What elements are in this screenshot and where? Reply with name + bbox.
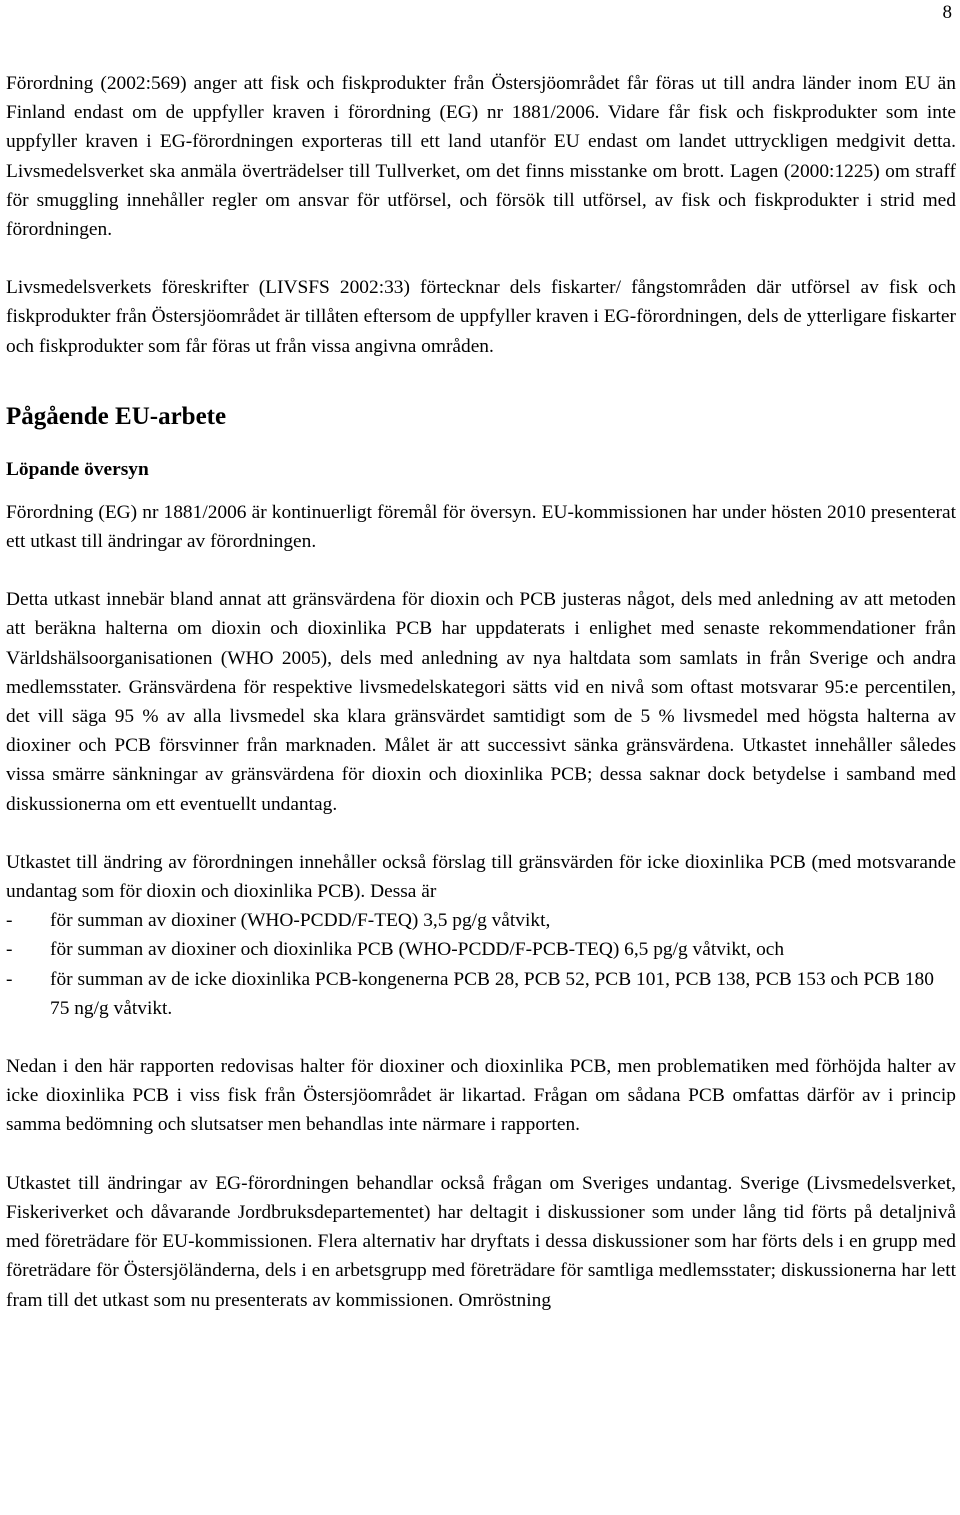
section-heading: Pågående EU-arbete	[6, 402, 227, 430]
document-body	[6, 69, 956, 1315]
list-item-text: för summan av dioxiner och dioxinlika PCB (WHO-PCDD/F-PCB-TEQ) 6,5 pg/g våtvikt, och	[50, 939, 785, 961]
paragraph-non-dioxinlike-pcb: Nedan i den här rapporten redovisas halter för dioxiner och dioxinlika PCB, men problematiken med förhöjda halter av icke dioxinlika PCB i viss fisk från Östersjöområdet är likartad. Frågan om sådana PCB omfattas därför av i princip samma bedömning och slutsatser men behandlas inte närmare i rapporten.	[6, 1056, 956, 1136]
paragraph-limit-proposal: Utkastet till ändring av förordningen innehåller också förslag till gränsvärden för icke dioxinlika PCB (med motsvarande undantag som för dioxin och dioxinlika PCB). Dessa är	[6, 851, 956, 903]
page-number: 8	[942, 2, 952, 23]
paragraph-review: Förordning (EG) nr 1881/2006 är kontinuerligt föremål för översyn. EU-kommissionen har under hösten 2010 presenterat ett utkast till ändringar av förordningen.	[6, 501, 956, 553]
list-item-text: för summan av dioxiner (WHO-PCDD/F-TEQ) 3,5 pg/g våtvikt,	[50, 910, 551, 932]
paragraph-swedish-exemption: Utkastet till ändringar av EG-förordningen behandlar också frågan om Sveriges undantag. Sverige (Livsmedelsverket, Fiskeriverket och dåvarande Jordbruksdepartementet) har deltagit i diskussioner som under lång tid förts på detaljnivå med företrädare för EU-kommissionen. Flera alternativ har dryftats i dessa diskussioner som har förts dels i en grupp med företrädare för Östersjöländerna, dels i en arbetsgrupp med företrädare för samtliga medlemsstater; diskussionerna har lett fram till det utkast som nu presenterats av kommissionen. Omröstning	[6, 1172, 956, 1311]
subsection-heading: Löpande översyn	[6, 458, 149, 480]
paragraph-livsfs: Livsmedelsverkets föreskrifter (LIVSFS 2002:33) förtecknar dels fiskarter/ fångstområden där utförsel av fisk och fiskprodukter från Östersjöområdet är tillåten eftersom de uppfyller kraven i EG-förordningen, dels de ytterligare fiskarter och fiskprodukter som får föras ut från vissa angivna områden.	[6, 277, 956, 357]
paragraph-export-rules: Förordning (2002:569) anger att fisk och fiskprodukter från Östersjöområdet får föras ut till andra länder inom EU än Finland endast om de uppfyller kraven i förordning (EG) nr 1881/2006. Vidare får fisk och fiskprodukter som inte uppfyller kraven i EG-förordningen exporteras till ett land utanför EU endast om landet uttryckligen medgivit detta. Livsmedelsverket ska anmäla överträdelser till Tullverket, om det finns misstanke om brott. Lagen (2000:1225) om straff för smuggling innehåller regler om ansvar för utförsel, och försök till utförsel, av fisk och fiskprodukter i strid med förordningen.	[6, 73, 956, 241]
list-dash: -	[6, 939, 13, 961]
list-item-text: för summan av de icke dioxinlika PCB-kongenerna PCB 28, PCB 52, PCB 101, PCB 138, PCB 153 och PCB 180 75 ng/g våtvikt.	[50, 968, 934, 1019]
limit-values-list	[6, 906, 956, 1023]
list-dash: -	[6, 968, 13, 990]
paragraph-draft-details: Detta utkast innebär bland annat att gränsvärdena för dioxin och PCB justeras något, dels med anledning av att metoden att beräkna halterna om dioxin och dioxinlika PCB har uppdaterats i enlighet med senaste rekommendationer från Världshälsoorganisationen (WHO 2005), dels med anledning av nya haltdata som samlats in från Sverige och andra medlemsstater. Gränsvärdena för respektive livsmedelskategori sätts vid en nivå som oftast motsvarar 95:e percentilen, det vill säga 95 % av alla livsmedel ska klara gränsvärdet samtidigt som de 5 % livsmedel med högsta halterna av dioxiner och PCB försvinner från marknaden. Målet är att successivt sänka gränsvärdena. Utkastet innehåller således vissa smärre sänkningar av gränsvärdena för dioxin och dioxinlika PCB; dessa saknar dock betydelse i samband med diskussionerna om ett eventuellt undantag.	[6, 589, 956, 815]
list-item	[6, 935, 956, 964]
list-item	[6, 906, 956, 935]
list-dash: -	[6, 910, 13, 932]
list-item	[6, 965, 956, 1023]
